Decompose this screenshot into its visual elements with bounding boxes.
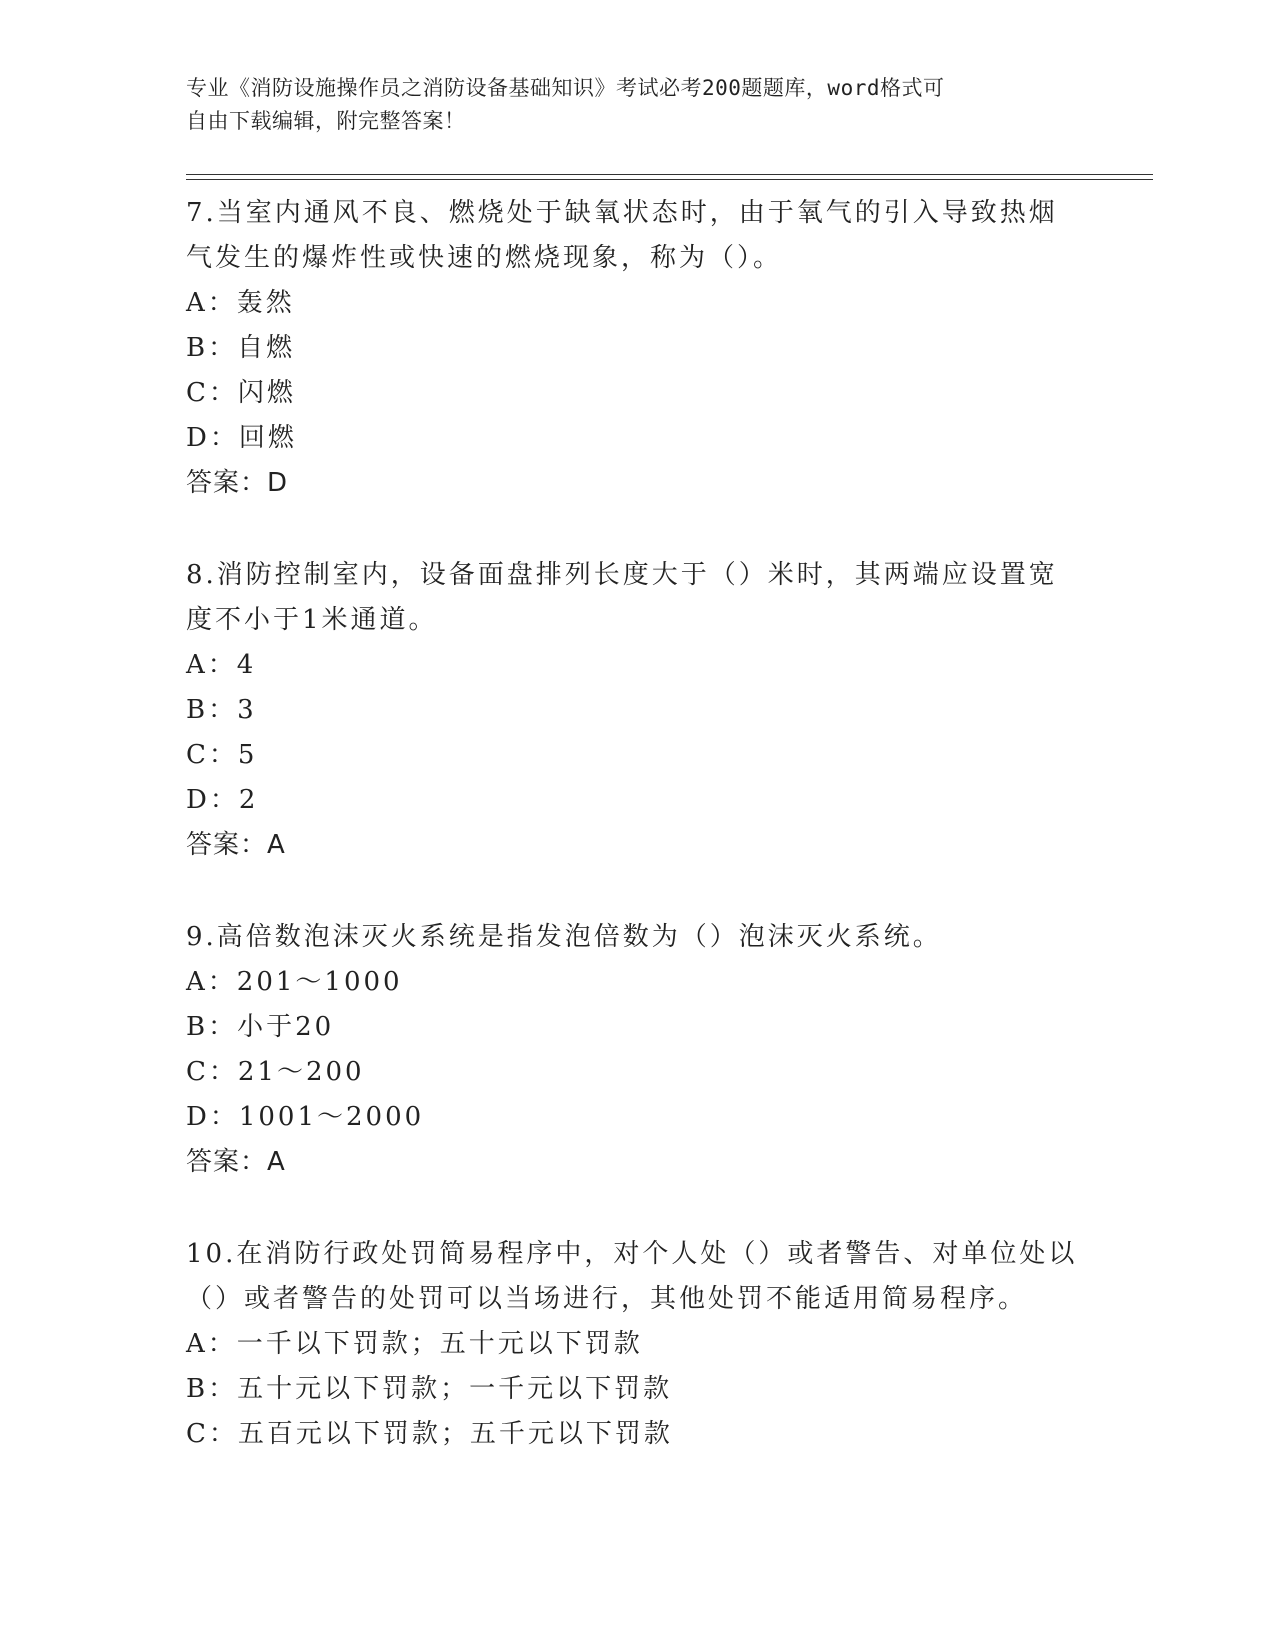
question-10 [186,1232,1116,1457]
option-b: B：自燃 [186,333,296,363]
option-a: A：4 [186,650,257,680]
document-header [186,72,1076,138]
answer-label: 答案：D [186,468,289,498]
answer-label: 答案：A [186,830,286,860]
question-8 [186,553,1116,868]
option-a: A：轰然 [186,288,295,318]
header-divider-top [186,174,1153,175]
option-c: C：五百元以下罚款；五千元以下罚款 [186,1419,673,1449]
option-b: B：小于20 [186,1012,335,1042]
header-line-1: 专业《消防设施操作员之消防设备基础知识》考试必考200题题库，word格式可 [186,76,945,100]
option-a: A：一千以下罚款；五十元以下罚款 [186,1329,643,1359]
answer-label: 答案：A [186,1147,286,1177]
option-b: B：3 [186,695,257,725]
option-b: B：五十元以下罚款；一千元以下罚款 [186,1374,673,1404]
header-line-2: 自由下载编辑，附完整答案！ [186,109,466,133]
question-stem-line: 度不小于1米通道。 [186,605,438,635]
option-c: C：5 [186,740,258,770]
option-d: D：回燃 [186,423,297,453]
option-d: D：2 [186,785,259,815]
option-d: D：1001～2000 [186,1102,425,1132]
question-7 [186,191,1116,506]
question-stem-line: 气发生的爆炸性或快速的燃烧现象，称为（）。 [186,243,783,273]
question-stem-line: 7.当室内通风不良、燃烧处于缺氧状态时，由于氧气的引入导致热烟 [186,198,1058,228]
option-c: C：21～200 [186,1057,365,1087]
option-c: C：闪燃 [186,378,296,408]
question-stem-line: 9.高倍数泡沫灭火系统是指发泡倍数为（）泡沫灭火系统。 [186,922,942,952]
question-stem-line: 8.消防控制室内，设备面盘排列长度大于（）米时，其两端应设置宽 [186,560,1058,590]
header-divider-bottom [186,179,1153,180]
question-stem-line: 10.在消防行政处罚简易程序中，对个人处（）或者警告、对单位处以 [186,1239,1078,1269]
option-a: A：201～1000 [186,967,403,997]
question-9 [186,915,1116,1185]
question-list [186,191,1116,1504]
question-stem-line: （）或者警告的处罚可以当场进行，其他处罚不能适用简易程序。 [186,1284,1028,1314]
